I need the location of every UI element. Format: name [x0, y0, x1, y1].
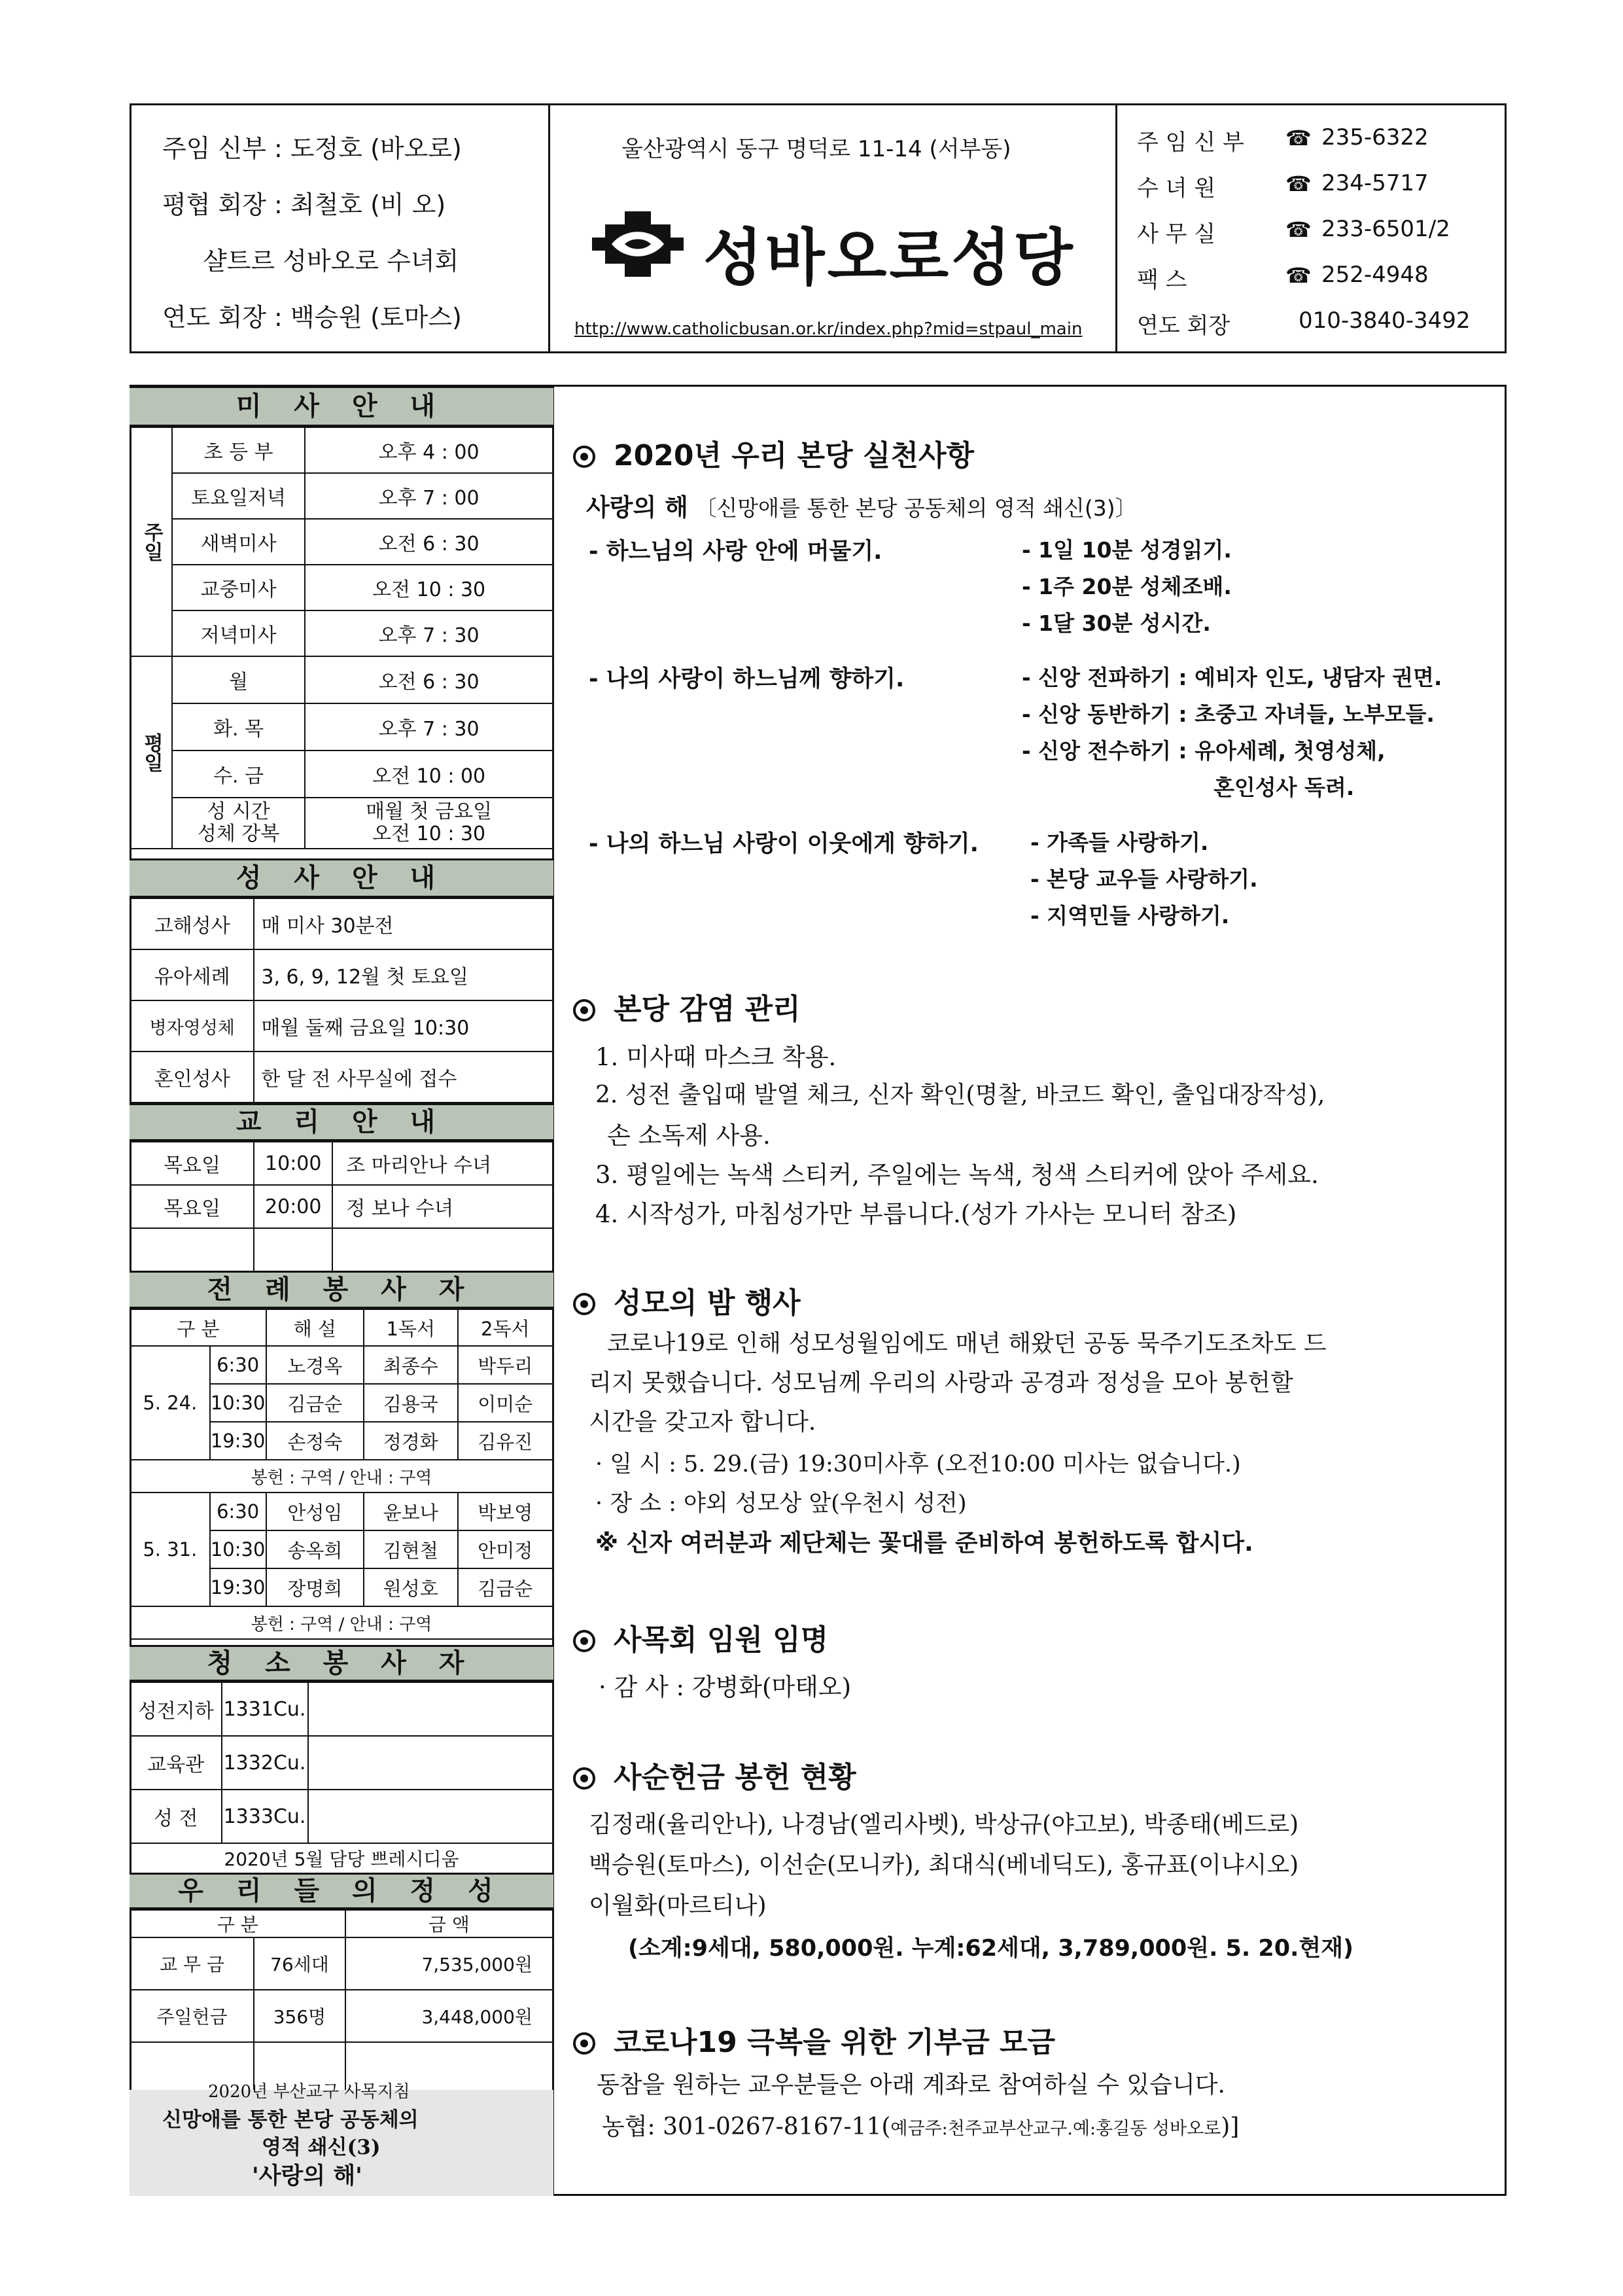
- catechism-time: [254, 1228, 332, 1271]
- donor-list: 이월화(마르티나): [589, 1892, 767, 1919]
- sacrament-info: 3, 6, 9, 12월 첫 토요일: [254, 949, 553, 1000]
- bullet-icon: [573, 2032, 595, 2055]
- sacrament-name: 유아세례: [130, 949, 254, 1000]
- fundraising-text: 동참을 원하는 교우분들은 아래 계좌로 참여하실 수 있습니다.: [597, 2072, 1225, 2098]
- contact-label-convent: 수 녀 원: [1137, 175, 1216, 202]
- motto-line-1: 2020년 부산교구 사목지침: [208, 2082, 410, 2102]
- practice-detail: - 가족들 사랑하기.: [1030, 830, 1209, 855]
- practice-detail: - 신앙 전수하기 : 유아세례, 첫영성체,: [1022, 738, 1386, 764]
- practice-detail: - 신앙 동반하기 : 초중고 자녀들, 노부모들.: [1022, 701, 1435, 727]
- mass-name: 초 등 부: [172, 427, 305, 473]
- liturgy-name: 장명희: [266, 1568, 364, 1606]
- phone-icon: ☎: [1285, 171, 1312, 196]
- phone-icon: ☎: [1285, 217, 1312, 242]
- practice-detail: 혼인성사 독려.: [1213, 775, 1355, 800]
- infection-rule: 3. 평일에는 녹색 스티커, 주일에는 녹색, 청색 스티커에 앉아 주세요.: [595, 1161, 1319, 1189]
- practice-item: - 나의 사랑이 하느님께 향하기.: [589, 666, 905, 692]
- mass-name: 새벽미사: [172, 519, 305, 565]
- header-council-president: 평협 회장 : 최철호 (비 오): [162, 190, 446, 219]
- cleaning-table: [130, 1682, 553, 1874]
- mass-time: 오후 7 : 30: [305, 610, 553, 656]
- mass-time: 오후 7 : 30: [305, 703, 553, 751]
- motto-line-3: 영적 쇄신(3): [262, 2136, 381, 2159]
- offering-amount: 3,448,000원: [345, 1990, 553, 2042]
- mass-time: 오후 7 : 00: [305, 473, 553, 519]
- liturgy-note: 봉헌 : 구역 / 안내 : 구역: [130, 1606, 553, 1639]
- donation-summary: (소계:9세대, 580,000원. 누계:62세대, 3,789,000원. 5. 20.현재): [628, 1935, 1354, 1962]
- mass-name: 교중미사: [172, 565, 305, 610]
- practice-item: - 하느님의 사랑 안에 머물기.: [589, 539, 882, 565]
- bullet-icon: [573, 999, 595, 1021]
- mass-time: 오전 6 : 30: [305, 656, 553, 703]
- liturgy-name: 이미순: [458, 1384, 553, 1422]
- section-title: 사목회 임원 임명: [573, 1616, 828, 1658]
- catechism-day: 목요일: [130, 1142, 254, 1185]
- practice-detail: - 신앙 전파하기 : 예비자 인도, 냉담자 권면.: [1022, 665, 1442, 690]
- liturgy-name: 노경옥: [266, 1346, 364, 1384]
- subtitle-rest: 〔신망애를 통한 본당 공동체의 영적 쇄신(3)〕: [695, 495, 1137, 521]
- catechism-day: [130, 1228, 254, 1271]
- cleaning-area: 1333Cu.: [222, 1790, 308, 1843]
- liturgy-time: 10:30: [210, 1384, 266, 1422]
- header-divider-right: [1115, 103, 1117, 353]
- liturgy-name: 박보영: [458, 1492, 553, 1530]
- cleaning-area: 1331Cu.: [222, 1682, 308, 1736]
- header-divider-left: [548, 103, 550, 353]
- cleaning-title: 청 소 봉 사 자: [130, 1645, 553, 1682]
- catechism-teacher: 조 마리안나 수녀: [332, 1142, 553, 1185]
- cleaning-place: 성 전: [130, 1790, 222, 1843]
- subtitle-bold: 사랑의 해: [586, 493, 688, 521]
- contact-label-fax: 팩 스: [1137, 267, 1187, 293]
- event-text: 리지 못했습니다. 성모님께 우리의 사랑과 공경과 정성을 모아 봉헌할: [589, 1369, 1293, 1396]
- liturgy-time: 6:30: [210, 1346, 266, 1384]
- section-title: 코로나19 극복을 위한 기부금 모금: [573, 2019, 1055, 2060]
- donor-list: 백승원(토마스), 이선순(모니카), 최대식(베네딕도), 홍규표(이냐시오): [589, 1852, 1299, 1879]
- offering-count: 76세대: [254, 1937, 345, 1990]
- mass-time: 오후 4 : 00: [305, 427, 553, 473]
- sacrament-info: 매월 둘째 금요일 10:30: [254, 1000, 553, 1051]
- mass-time: 매월 첫 금요일 오전 10 : 30: [305, 798, 553, 849]
- liturgy-name: 박두리: [458, 1346, 553, 1384]
- mass-table: [130, 427, 553, 849]
- cleaning-note: 2020년 5월 담당 쁘레시디움: [130, 1843, 553, 1873]
- event-date: · 일 시 : 5. 29.(금) 19:30미사후 (오전10:00 미사는 없습니다.): [595, 1451, 1241, 1477]
- mass-time: 오전 10 : 30: [305, 565, 553, 610]
- contact-number-fax: 252-4948: [1321, 262, 1429, 288]
- bullet-icon: [573, 1293, 595, 1315]
- liturgy-name: 안미정: [458, 1530, 553, 1568]
- bullet-icon: [573, 1767, 595, 1790]
- liturgy-time: 6:30: [210, 1492, 266, 1530]
- mass-time: 오전 6 : 30: [305, 519, 553, 565]
- sacrament-name: 병자영성체: [130, 1000, 254, 1051]
- offering-name: 주일헌금: [130, 1990, 254, 2042]
- mass-title: 미 사 안 내: [130, 386, 553, 427]
- contact-number-yeondo: 010-3840-3492: [1299, 308, 1471, 334]
- liturgy-time: 19:30: [210, 1422, 266, 1460]
- liturgy-name: 김금순: [458, 1568, 553, 1606]
- catechism-time: 10:00: [254, 1142, 332, 1185]
- catechism-time: 20:00: [254, 1185, 332, 1228]
- catechism-title: 교 리 안 내: [130, 1103, 553, 1141]
- offering-count: 356명: [254, 1990, 345, 2042]
- contact-number-convent: 234-5717: [1321, 170, 1429, 196]
- liturgy-table: [130, 1309, 553, 1640]
- liturgy-header: 2독서: [458, 1309, 553, 1346]
- liturgy-header: 1독서: [364, 1309, 457, 1346]
- appointment-text: · 감 사 : 강병화(마태오): [599, 1673, 852, 1701]
- phone-icon: ☎: [1285, 263, 1312, 288]
- phone-icon: ☎: [1285, 126, 1312, 150]
- liturgy-note: 봉헌 : 구역 / 안내 : 구역: [130, 1460, 553, 1492]
- liturgy-name: 김유진: [458, 1422, 553, 1460]
- event-place: · 장 소 : 야외 성모상 앞(우천시 성전): [595, 1491, 967, 1517]
- header-pastor: 주임 신부 : 도정호 (바오로): [162, 134, 462, 163]
- liturgy-header: 구 분: [130, 1309, 266, 1346]
- offerings-header: 금 액: [345, 1910, 553, 1937]
- contact-label-pastor: 주 임 신 부: [1137, 130, 1244, 156]
- contact-label-yeondo: 연도 회장: [1137, 313, 1230, 339]
- offering-amount: 7,535,000원: [345, 1937, 553, 1990]
- cleaning-place: 교육관: [130, 1736, 222, 1790]
- mass-name: 토요일저녁: [172, 473, 305, 519]
- mass-time: 오전 10 : 00: [305, 751, 553, 798]
- mass-name: 저녁미사: [172, 610, 305, 656]
- section-title: 사순헌금 봉헌 현황: [573, 1754, 856, 1795]
- bank-account-holder: 예금주:천주교부산교구.예:홍길동 성바오로: [890, 2119, 1221, 2139]
- infection-rule: 4. 시작성가, 마침성가만 부릅니다.(성가 가사는 모니터 참조): [595, 1200, 1237, 1228]
- cleaning-place: 성전지하: [130, 1682, 222, 1736]
- liturgy-name: 최종수: [364, 1346, 457, 1384]
- liturgy-name: 정경화: [364, 1422, 457, 1460]
- section-title: 2020년 우리 본당 실천사항: [573, 432, 974, 474]
- sacraments-title: 성 사 안 내: [130, 858, 553, 898]
- section-title: 성모의 밤 행사: [573, 1279, 801, 1321]
- motto-line-2: 신망애를 통한 본당 공동체의: [162, 2108, 419, 2132]
- liturgy-name: 김현철: [364, 1530, 457, 1568]
- bank-account: [602, 2108, 1239, 2142]
- bullet-icon: [573, 446, 595, 468]
- mass-name: 화. 목: [172, 703, 305, 751]
- contact-label-office: 사 무 실: [1137, 221, 1216, 247]
- practice-detail: - 1달 30분 성시간.: [1022, 610, 1211, 636]
- header-address: 울산광역시 동구 명덕로 11-14 (서부동): [621, 136, 1011, 162]
- contact-number-pastor: 235-6322: [1321, 124, 1429, 150]
- section-subtitle: [586, 487, 1137, 523]
- motto-line-4: '사랑의 해': [252, 2163, 362, 2189]
- offerings-header: 구 분: [130, 1910, 345, 1937]
- bank-account-number: 농협: 301-0267-8167-11(: [602, 2113, 891, 2140]
- event-note: ※ 신자 여러분과 제단체는 꽃대를 준비하여 봉헌하도록 합시다.: [595, 1530, 1253, 1557]
- mass-name: 월: [172, 656, 305, 703]
- practice-detail: - 본당 교우들 사랑하기.: [1030, 866, 1258, 892]
- liturgy-name: 원성호: [364, 1568, 457, 1606]
- infection-rule: 2. 성전 출입때 발열 체크, 신자 확인(명찰, 바코드 확인, 출입대장작성),: [595, 1082, 1325, 1108]
- infection-rule: 손 소독제 사용.: [607, 1122, 771, 1150]
- offerings-table: [130, 1909, 553, 2091]
- liturgy-name: 김금순: [266, 1384, 364, 1422]
- church-name: 성바오로성당: [703, 222, 1075, 294]
- mass-name: 성 시간 성체 강복: [172, 798, 305, 849]
- catechism-day: 목요일: [130, 1185, 254, 1228]
- event-text: 코로나19로 인해 성모성월임에도 매년 해왔던 공동 묵주기도조차도 드: [607, 1330, 1327, 1357]
- offering-name: 교 무 금: [130, 1937, 254, 1990]
- liturgy-time: 19:30: [210, 1568, 266, 1606]
- catechism-teacher: [332, 1228, 553, 1271]
- infection-rule: 1. 미사때 마스크 착용.: [595, 1043, 837, 1071]
- sacrament-info: 매 미사 30분전: [254, 898, 553, 949]
- mass-name: 수. 금: [172, 751, 305, 798]
- sacrament-name: 고해성사: [130, 898, 254, 949]
- church-logo-icon: [589, 208, 687, 280]
- catechism-teacher: 정 보나 수녀: [332, 1185, 553, 1228]
- contact-number-office: 233-6501/2: [1321, 216, 1450, 242]
- liturgy-name: 안성임: [266, 1492, 364, 1530]
- header-sisters: 샬트르 성바오로 수녀회: [203, 247, 459, 275]
- liturgy-title: 전 례 봉 사 자: [130, 1271, 553, 1309]
- donor-list: 김정래(율리안나), 나경남(엘리사벳), 박상규(야고보), 박종태(베드로): [589, 1811, 1299, 1838]
- liturgy-date: 5. 31.: [130, 1492, 210, 1606]
- church-url[interactable]: http://www.catholicbusan.or.kr/index.php?mid=stpaul_main: [574, 319, 1083, 339]
- practice-detail: - 1일 10분 성경읽기.: [1022, 537, 1232, 563]
- weekday-label: 평일: [130, 656, 172, 849]
- section-title: 본당 감염 관리: [573, 985, 801, 1027]
- liturgy-date: 5. 24.: [130, 1346, 210, 1460]
- sunday-label: 주일: [130, 427, 172, 656]
- practice-detail: - 1주 20분 성체조배.: [1022, 574, 1232, 599]
- practice-detail: - 지역민들 사랑하기.: [1030, 903, 1230, 928]
- liturgy-name: 윤보나: [364, 1492, 457, 1530]
- event-text: 시간을 갖고자 합니다.: [589, 1409, 816, 1436]
- liturgy-name: 송옥희: [266, 1530, 364, 1568]
- bank-account-close: )]: [1221, 2113, 1240, 2140]
- catechism-table: [130, 1141, 553, 1272]
- liturgy-time: 10:30: [210, 1530, 266, 1568]
- sacrament-info: 한 달 전 사무실에 접수: [254, 1051, 553, 1103]
- liturgy-name: 김용국: [364, 1384, 457, 1422]
- liturgy-name: 손정숙: [266, 1422, 364, 1460]
- bullet-icon: [573, 1630, 595, 1652]
- header-yeondo-president: 연도 회장 : 백승원 (토마스): [162, 303, 462, 332]
- cleaning-area: 1332Cu.: [222, 1736, 308, 1790]
- sacrament-name: 혼인성사: [130, 1051, 254, 1103]
- practice-item: - 나의 하느님 사랑이 이웃에게 향하기.: [589, 831, 979, 857]
- sacraments-table: [130, 898, 553, 1103]
- offerings-title: 우 리 들 의 정 성: [130, 1873, 553, 1909]
- liturgy-header: 해 설: [266, 1309, 364, 1346]
